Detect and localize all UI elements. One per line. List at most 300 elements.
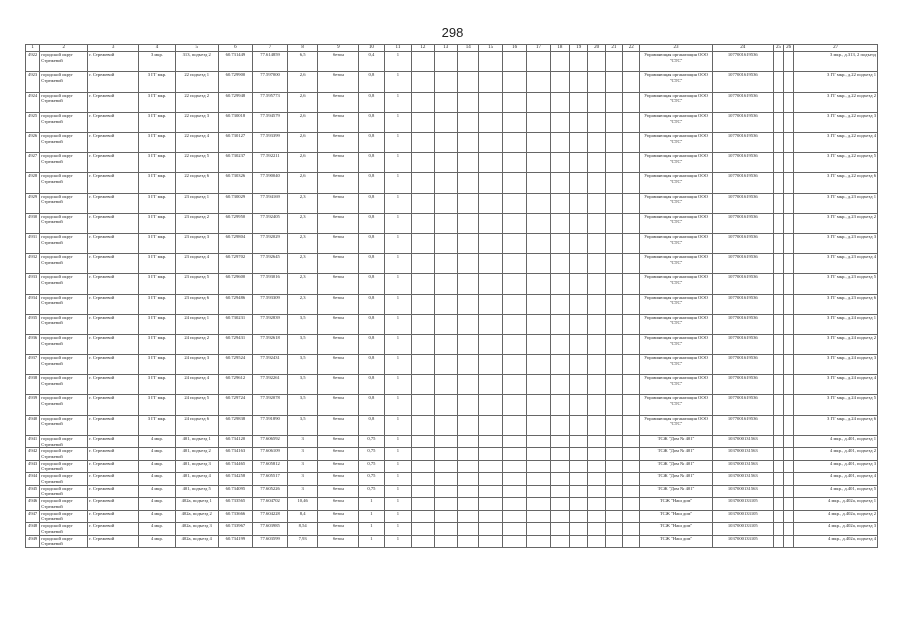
table-cell: 77.594579 — [253, 112, 288, 132]
table-cell: 0,8 — [359, 153, 384, 173]
table-cell: г. Стрежевой — [88, 473, 139, 485]
empty-cell — [773, 294, 783, 314]
empty-cell — [605, 510, 622, 522]
table-cell: 77.593309 — [253, 294, 288, 314]
table-row — [26, 355, 878, 375]
table-cell: Управляющая организация ООО "СТС" — [640, 233, 712, 253]
empty-cell — [623, 193, 640, 213]
empty-cell — [502, 173, 526, 193]
table-cell: 77.592431 — [253, 355, 288, 375]
empty-cell — [623, 460, 640, 472]
table-cell: 4932 — [26, 254, 40, 274]
empty-cell — [773, 535, 783, 547]
empty-cell — [588, 193, 605, 213]
empty-cell — [773, 133, 783, 153]
table-cell: 1 — [384, 523, 412, 535]
table-row — [26, 153, 878, 173]
empty-cell — [605, 415, 622, 435]
table-cell: 3 ГГ мкр., д.23 подъезд 1 — [794, 193, 878, 213]
table-cell: 77.603985 — [253, 523, 288, 535]
table-cell: 1077001619536 — [712, 375, 773, 395]
empty-cell — [773, 510, 783, 522]
table-cell: городской округ Стрежевой — [40, 314, 88, 334]
table-cell: Управляющая организация ООО "СТС" — [640, 375, 712, 395]
table-cell: 4948 — [26, 523, 40, 535]
column-header: 19 — [570, 45, 588, 52]
empty-cell — [784, 448, 794, 460]
empty-cell — [550, 355, 569, 375]
empty-cell — [502, 415, 526, 435]
table-cell: 0,8 — [359, 72, 384, 92]
table-cell: бетон — [318, 435, 359, 447]
empty-cell — [570, 460, 588, 472]
table-cell: 1077001619536 — [712, 153, 773, 173]
empty-cell — [479, 510, 502, 522]
empty-cell — [502, 435, 526, 447]
column-header: 21 — [605, 45, 622, 52]
empty-cell — [570, 510, 588, 522]
table-cell: 4949 — [26, 535, 40, 547]
table-cell: бетон — [318, 375, 359, 395]
table-cell: 60.730029 — [218, 193, 253, 213]
table-cell: 1037000131563 — [712, 448, 773, 460]
table-cell: ТСЖ "Дом № 401" — [640, 473, 712, 485]
empty-cell — [434, 92, 457, 112]
empty-cell — [550, 294, 569, 314]
table-cell: 1077001619536 — [712, 173, 773, 193]
empty-cell — [588, 510, 605, 522]
table-cell: 313, подъезд 2 — [175, 52, 218, 72]
empty-cell — [588, 448, 605, 460]
empty-cell — [570, 535, 588, 547]
empty-cell — [605, 233, 622, 253]
empty-cell — [570, 52, 588, 72]
table-cell: 60.733666 — [218, 510, 253, 522]
empty-cell — [784, 92, 794, 112]
table-cell: бетон — [318, 448, 359, 460]
empty-cell — [550, 92, 569, 112]
table-cell: г. Стрежевой — [88, 274, 139, 294]
table-cell: 1 — [384, 510, 412, 522]
empty-cell — [570, 523, 588, 535]
empty-cell — [784, 460, 794, 472]
empty-cell — [784, 485, 794, 497]
table-cell: 1 — [384, 133, 412, 153]
table-cell: 0,8 — [359, 193, 384, 213]
table-cell: Управляющая организация ООО "СТС" — [640, 52, 712, 72]
table-cell: г. Стрежевой — [88, 52, 139, 72]
empty-cell — [502, 498, 526, 510]
empty-cell — [605, 395, 622, 415]
table-cell: 0,75 — [359, 448, 384, 460]
table-cell: г. Стрежевой — [88, 334, 139, 354]
table-cell: Управляющая организация ООО "СТС" — [640, 213, 712, 233]
table-cell: 1 — [384, 498, 412, 510]
table-cell: 1037000133105 — [712, 523, 773, 535]
column-header: 3 — [88, 45, 139, 52]
empty-cell — [784, 395, 794, 415]
table-cell: Управляющая организация ООО "СТС" — [640, 314, 712, 334]
page-number: 298 — [441, 25, 464, 40]
table-cell: 4940 — [26, 415, 40, 435]
table-cell: городской округ Стрежевой — [40, 233, 88, 253]
table-cell: 60.734258 — [218, 473, 253, 485]
table-row — [26, 314, 878, 334]
table-cell: 1037000131563 — [712, 473, 773, 485]
table-cell: 1077001619536 — [712, 395, 773, 415]
table-cell: городской округ Стрежевой — [40, 460, 88, 472]
table-row — [26, 173, 878, 193]
table-cell: 60.729950 — [218, 213, 253, 233]
table-cell: городской округ Стрежевой — [40, 153, 88, 173]
empty-cell — [527, 72, 550, 92]
table-cell: 60.729612 — [218, 375, 253, 395]
empty-cell — [527, 473, 550, 485]
empty-cell — [502, 274, 526, 294]
table-cell: 60.734163 — [218, 448, 253, 460]
empty-cell — [623, 355, 640, 375]
empty-cell — [605, 153, 622, 173]
empty-cell — [412, 314, 434, 334]
empty-cell — [434, 395, 457, 415]
empty-cell — [527, 334, 550, 354]
table-cell: 0,8 — [359, 314, 384, 334]
empty-cell — [458, 473, 479, 485]
table-cell: 23 подъезд 6 — [175, 294, 218, 314]
empty-cell — [479, 294, 502, 314]
empty-cell — [623, 173, 640, 193]
table-cell: Управляющая организация ООО "СТС" — [640, 355, 712, 375]
empty-cell — [434, 52, 457, 72]
empty-cell — [784, 510, 794, 522]
table-cell: 1 — [384, 112, 412, 132]
column-header: 5 — [175, 45, 218, 52]
table-cell: 1 — [384, 92, 412, 112]
table-cell: 8,4 — [287, 510, 318, 522]
empty-cell — [570, 274, 588, 294]
empty-cell — [527, 523, 550, 535]
empty-cell — [412, 355, 434, 375]
table-row — [26, 72, 878, 92]
table-cell: бетон — [318, 473, 359, 485]
empty-cell — [588, 415, 605, 435]
empty-cell — [623, 153, 640, 173]
empty-cell — [434, 334, 457, 354]
table-cell: 401, подъезд 4 — [175, 473, 218, 485]
empty-cell — [623, 535, 640, 547]
empty-cell — [502, 448, 526, 460]
table-cell: 0,8 — [359, 294, 384, 314]
empty-cell — [784, 435, 794, 447]
table-cell: ТСЖ "Наш дом" — [640, 498, 712, 510]
table-cell: 401, подъезд 1 — [175, 435, 218, 447]
empty-cell — [458, 133, 479, 153]
table-cell: бетон — [318, 233, 359, 253]
table-cell: 1037000133105 — [712, 535, 773, 547]
empty-cell — [570, 498, 588, 510]
table-cell: бетон — [318, 334, 359, 354]
empty-cell — [773, 314, 783, 334]
empty-cell — [570, 314, 588, 334]
empty-cell — [570, 435, 588, 447]
empty-cell — [773, 52, 783, 72]
table-cell: 3 ГГ мкр. — [139, 213, 176, 233]
empty-cell — [588, 173, 605, 193]
empty-cell — [605, 133, 622, 153]
table-cell: 1077001619536 — [712, 112, 773, 132]
empty-cell — [623, 254, 640, 274]
table-cell: 23 подъезд 3 — [175, 233, 218, 253]
table-cell: г. Стрежевой — [88, 193, 139, 213]
table-cell: 1077001619536 — [712, 92, 773, 112]
column-header: 16 — [502, 45, 526, 52]
table-cell: 3 ГГ мкр. — [139, 173, 176, 193]
empty-cell — [773, 435, 783, 447]
empty-cell — [479, 112, 502, 132]
empty-cell — [527, 274, 550, 294]
table-cell: ТСЖ "Дом № 401" — [640, 435, 712, 447]
empty-cell — [458, 233, 479, 253]
empty-cell — [550, 233, 569, 253]
table-cell: 23 подъезд 5 — [175, 274, 218, 294]
table-cell: 4937 — [26, 355, 40, 375]
table-row — [26, 510, 878, 522]
empty-cell — [479, 448, 502, 460]
table-cell: 22 подъезд 3 — [175, 112, 218, 132]
table-cell: 4 мкр., д.402а, подъезд 3 — [794, 523, 878, 535]
table-row — [26, 395, 878, 415]
table-cell: городской округ Стрежевой — [40, 498, 88, 510]
table-cell: Управляющая организация ООО "СТС" — [640, 133, 712, 153]
empty-cell — [773, 72, 783, 92]
empty-cell — [605, 213, 622, 233]
table-cell: Управляющая организация ООО "СТС" — [640, 254, 712, 274]
empty-cell — [412, 294, 434, 314]
empty-cell — [588, 523, 605, 535]
table-row — [26, 473, 878, 485]
table-cell: 1 — [384, 435, 412, 447]
empty-cell — [434, 485, 457, 497]
table-cell: 8,54 — [287, 523, 318, 535]
empty-cell — [570, 485, 588, 497]
table-cell: 77.594169 — [253, 193, 288, 213]
table-cell: Управляющая организация ООО "СТС" — [640, 274, 712, 294]
empty-cell — [412, 112, 434, 132]
table-cell: 1 — [384, 415, 412, 435]
empty-cell — [479, 52, 502, 72]
empty-cell — [412, 72, 434, 92]
table-cell: 60.731449 — [218, 52, 253, 72]
empty-cell — [623, 510, 640, 522]
empty-cell — [588, 498, 605, 510]
empty-cell — [527, 498, 550, 510]
empty-cell — [412, 233, 434, 253]
table-cell: 77.597000 — [253, 72, 288, 92]
empty-cell — [773, 485, 783, 497]
empty-cell — [527, 233, 550, 253]
table-cell: 1 — [384, 294, 412, 314]
empty-cell — [550, 314, 569, 334]
empty-cell — [458, 92, 479, 112]
table-cell: 3 ГГ мкр., д.23 подъезд 4 — [794, 254, 878, 274]
column-header: 12 — [412, 45, 434, 52]
table-cell: Управляющая организация ООО "СТС" — [640, 153, 712, 173]
table-cell: 77.592405 — [253, 213, 288, 233]
empty-cell — [784, 133, 794, 153]
empty-cell — [527, 254, 550, 274]
empty-cell — [458, 375, 479, 395]
table-cell: г. Стрежевой — [88, 375, 139, 395]
table-cell: 402а, подъезд 2 — [175, 510, 218, 522]
table-cell: 0,75 — [359, 473, 384, 485]
empty-cell — [605, 112, 622, 132]
table-cell: 4 мкр. — [139, 460, 176, 472]
table-cell: городской округ Стрежевой — [40, 72, 88, 92]
table-cell: 3 ГГ мкр. — [139, 294, 176, 314]
table-cell: 1 — [384, 355, 412, 375]
table-cell: 0,8 — [359, 173, 384, 193]
table-cell: 3 ГГ мкр. — [139, 153, 176, 173]
empty-cell — [623, 334, 640, 354]
table-cell: 1 — [384, 395, 412, 415]
table-cell: 77.592029 — [253, 233, 288, 253]
table-cell: 4925 — [26, 112, 40, 132]
empty-cell — [550, 193, 569, 213]
table-cell: бетон — [318, 213, 359, 233]
empty-cell — [434, 415, 457, 435]
register-table — [25, 44, 878, 548]
table-cell: городской округ Стрежевой — [40, 52, 88, 72]
empty-cell — [527, 485, 550, 497]
table-row — [26, 233, 878, 253]
table-cell: 4935 — [26, 314, 40, 334]
empty-cell — [434, 274, 457, 294]
table-cell: 1 — [384, 274, 412, 294]
table-cell: 60.729724 — [218, 395, 253, 415]
table-cell: 4 мкр., д.401, подъезд 4 — [794, 473, 878, 485]
table-cell: 4 мкр., д.402а, подъезд 2 — [794, 510, 878, 522]
table-cell: г. Стрежевой — [88, 92, 139, 112]
table-cell: 401, подъезд 5 — [175, 485, 218, 497]
table-cell: 3 — [287, 485, 318, 497]
table-cell: 1 — [359, 498, 384, 510]
table-cell: 77.614859 — [253, 52, 288, 72]
table-cell: 1 — [384, 153, 412, 173]
empty-cell — [412, 460, 434, 472]
empty-cell — [605, 92, 622, 112]
empty-cell — [412, 510, 434, 522]
empty-cell — [502, 254, 526, 274]
empty-cell — [784, 314, 794, 334]
table-cell: 60.730127 — [218, 133, 253, 153]
table-cell: 3 ГГ мкр., д.24 подъезд 4 — [794, 375, 878, 395]
table-cell: 1 — [384, 254, 412, 274]
table-row — [26, 112, 878, 132]
empty-cell — [605, 448, 622, 460]
table-cell: 60.733565 — [218, 498, 253, 510]
table-cell: городской округ Стрежевой — [40, 213, 88, 233]
empty-cell — [412, 153, 434, 173]
empty-cell — [479, 395, 502, 415]
table-cell: 77.592211 — [253, 153, 288, 173]
table-row — [26, 254, 878, 274]
empty-cell — [479, 523, 502, 535]
empty-cell — [412, 523, 434, 535]
empty-cell — [527, 193, 550, 213]
empty-cell — [773, 334, 783, 354]
empty-cell — [434, 254, 457, 274]
table-cell: 1077001619536 — [712, 314, 773, 334]
table-cell: 24 подъезд 4 — [175, 375, 218, 395]
table-cell: 2,6 — [287, 112, 318, 132]
table-cell: 4924 — [26, 92, 40, 112]
table-cell: 1077001619536 — [712, 213, 773, 233]
empty-cell — [773, 448, 783, 460]
empty-cell — [588, 133, 605, 153]
table-cell: 0,8 — [359, 274, 384, 294]
table-cell: 0,4 — [359, 52, 384, 72]
empty-cell — [479, 334, 502, 354]
empty-cell — [502, 52, 526, 72]
empty-cell — [588, 233, 605, 253]
table-cell: Управляющая организация ООО "СТС" — [640, 72, 712, 92]
table-cell: 3 ГГ мкр., д.22 подъезд 5 — [794, 153, 878, 173]
empty-cell — [773, 274, 783, 294]
table-cell: 3 — [287, 473, 318, 485]
empty-cell — [784, 112, 794, 132]
empty-cell — [623, 375, 640, 395]
empty-cell — [412, 274, 434, 294]
empty-cell — [570, 415, 588, 435]
table-cell: бетон — [318, 193, 359, 213]
column-header: 14 — [458, 45, 479, 52]
empty-cell — [479, 274, 502, 294]
empty-cell — [527, 173, 550, 193]
empty-cell — [623, 112, 640, 132]
empty-cell — [458, 314, 479, 334]
empty-cell — [605, 485, 622, 497]
table-row — [26, 213, 878, 233]
empty-cell — [502, 153, 526, 173]
table-cell: 60.730326 — [218, 173, 253, 193]
table-cell: 0,8 — [359, 213, 384, 233]
empty-cell — [550, 334, 569, 354]
table-cell: 4 мкр., д.402а, подъезд 1 — [794, 498, 878, 510]
table-cell: городской округ Стрежевой — [40, 523, 88, 535]
table-cell: 3 ГГ мкр. — [139, 355, 176, 375]
empty-cell — [588, 435, 605, 447]
table-row — [26, 294, 878, 314]
table-cell: бетон — [318, 52, 359, 72]
table-cell: 60.734120 — [218, 435, 253, 447]
empty-cell — [412, 133, 434, 153]
table-cell: 3,5 — [287, 334, 318, 354]
empty-cell — [502, 485, 526, 497]
table-cell: бетон — [318, 133, 359, 153]
empty-cell — [588, 294, 605, 314]
empty-cell — [527, 535, 550, 547]
empty-cell — [784, 375, 794, 395]
table-cell: бетон — [318, 523, 359, 535]
table-cell: ТСЖ "Дом № 401" — [640, 460, 712, 472]
table-row — [26, 448, 878, 460]
table-cell: Управляющая организация ООО "СТС" — [640, 173, 712, 193]
empty-cell — [570, 153, 588, 173]
table-cell: 77.604228 — [253, 510, 288, 522]
table-cell: бетон — [318, 485, 359, 497]
empty-cell — [412, 213, 434, 233]
table-cell: г. Стрежевой — [88, 448, 139, 460]
